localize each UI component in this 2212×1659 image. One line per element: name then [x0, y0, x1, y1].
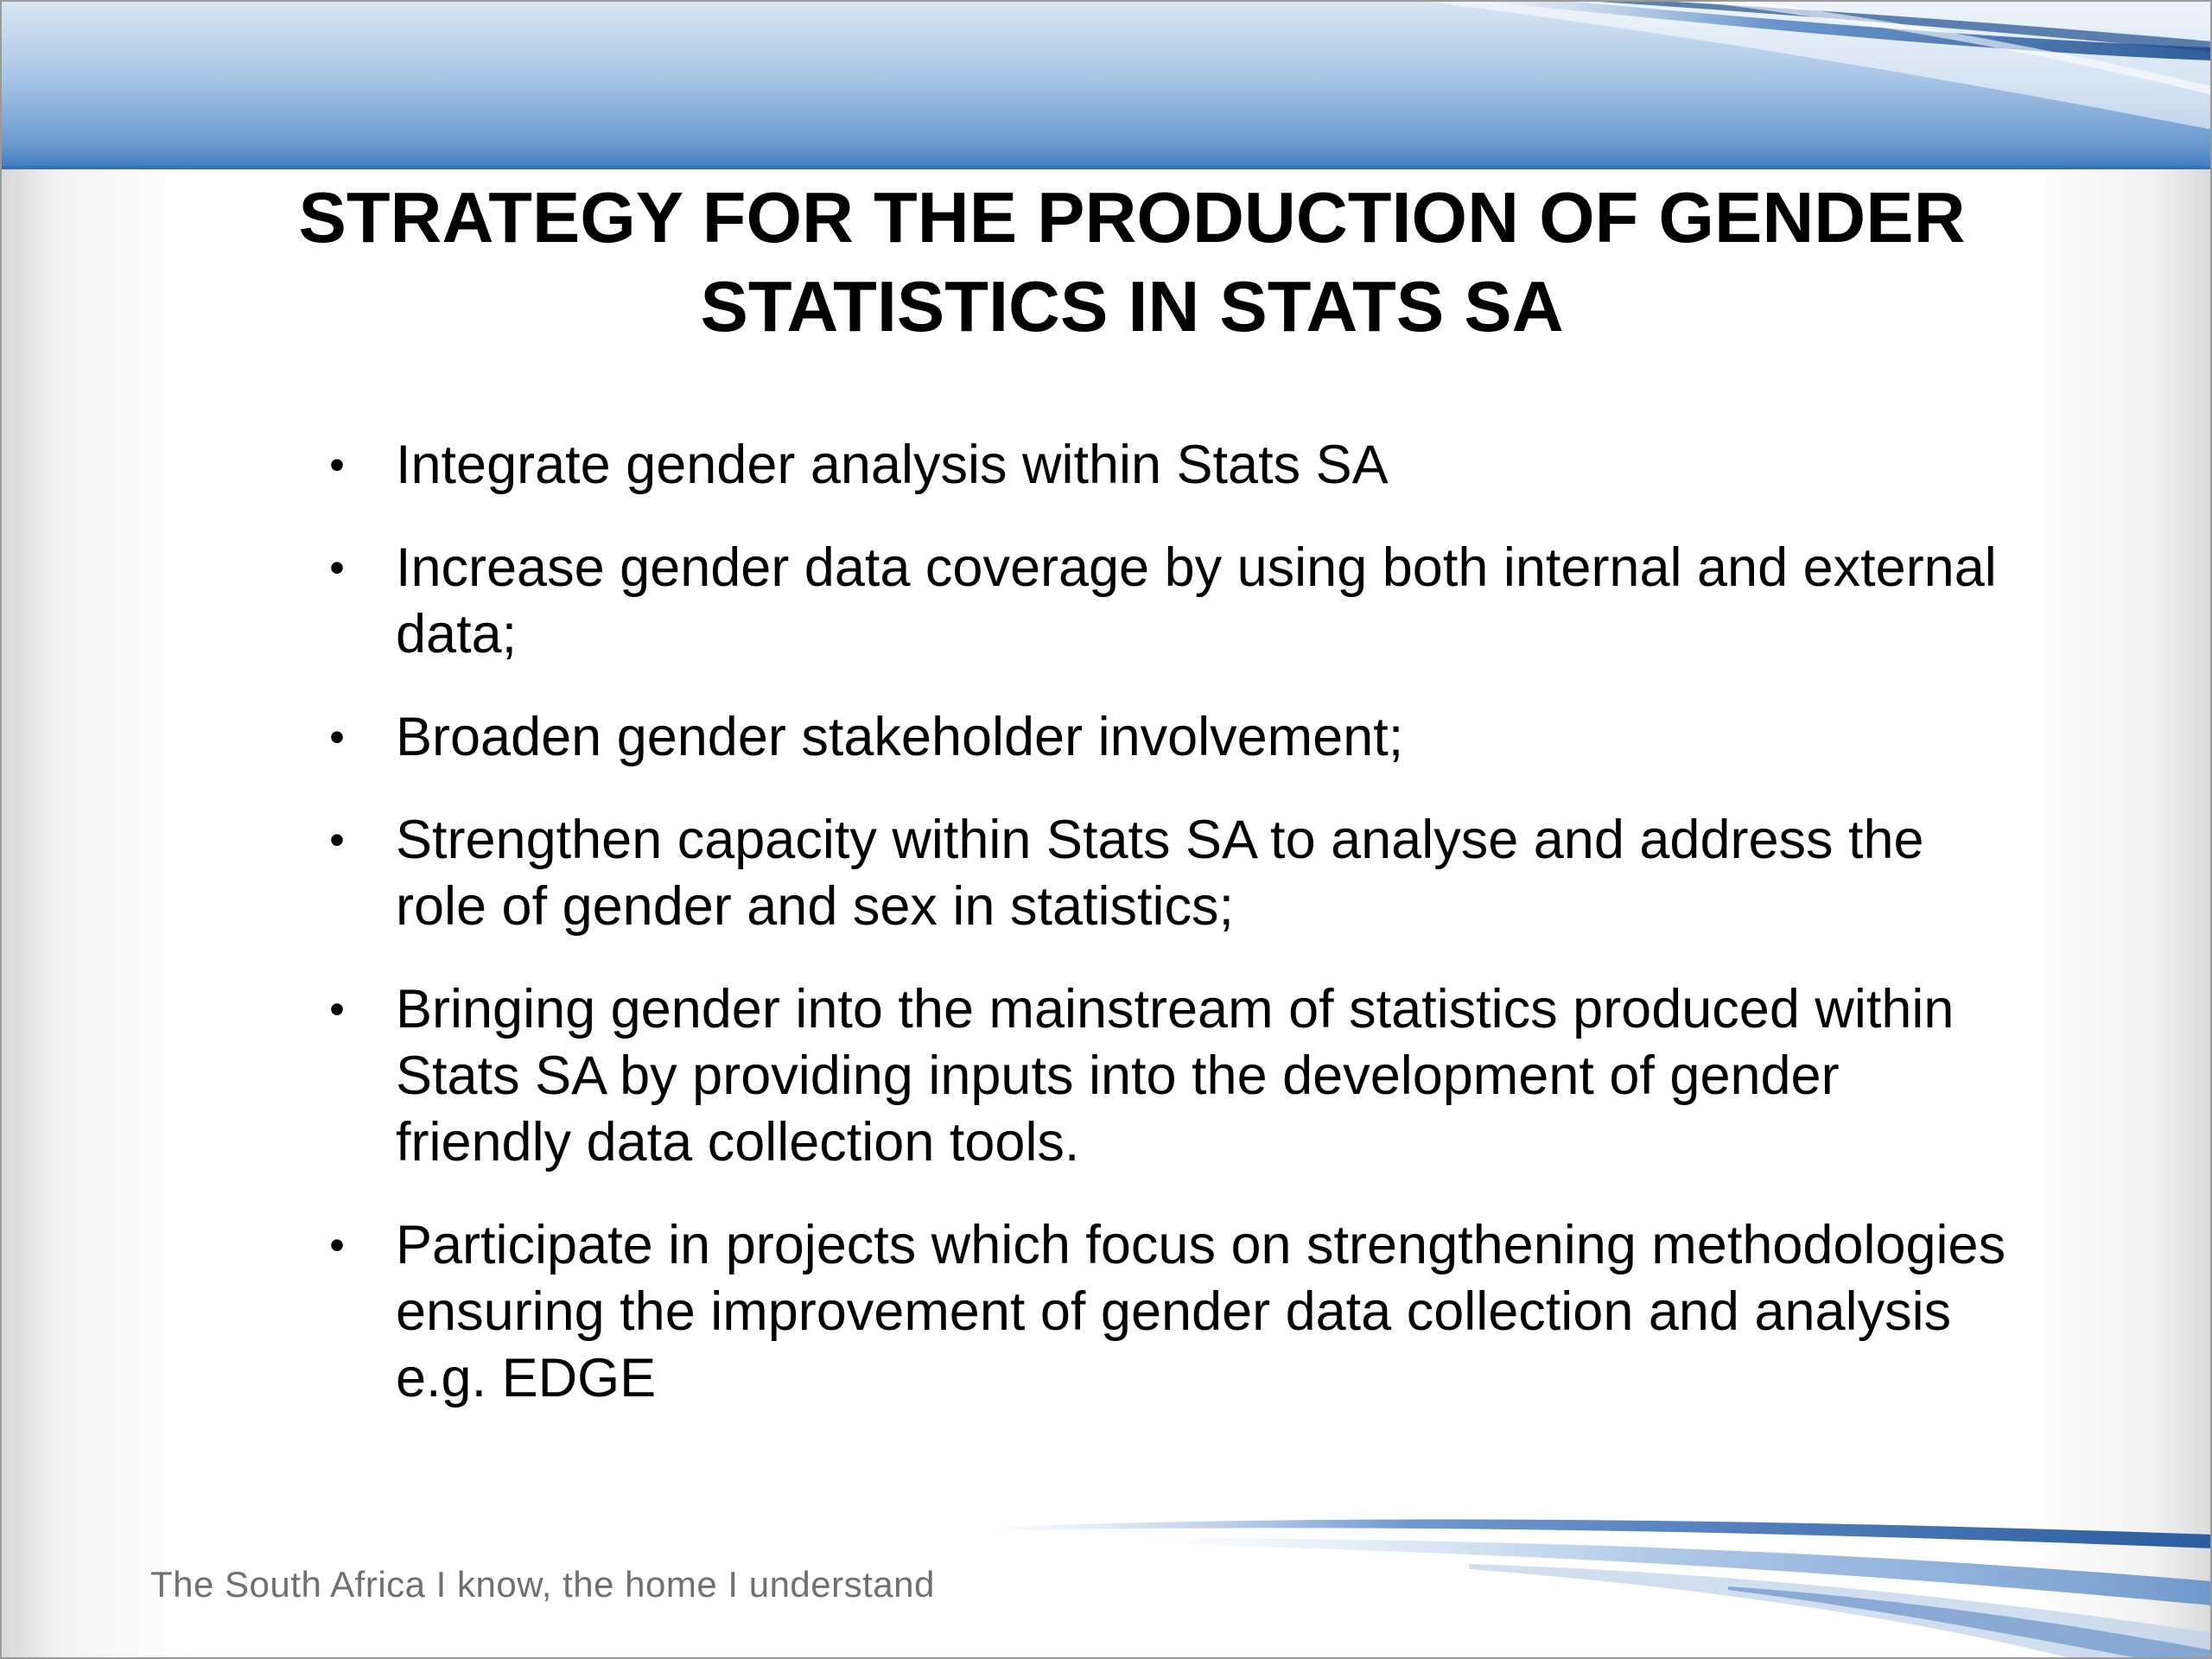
- bullet-text: Strengthen capacity within Stats SA to analyse and address the: [396, 810, 1924, 870]
- footer-swoosh: [950, 1503, 2212, 1659]
- header-band: [0, 0, 2212, 173]
- bullet-text: Increase gender data coverage by using both internal and external: [396, 537, 1997, 598]
- bullet-item-strengthen-capacity: [320, 807, 2048, 940]
- bullet-text: Broaden gender stakeholder involvement;: [396, 707, 1404, 767]
- slide-title-line-2: STATISTICS IN STATS SA: [700, 266, 1564, 346]
- bullet-item-mainstream-gender: [320, 976, 2048, 1176]
- bullet-item-increase-data-coverage: [320, 535, 2048, 668]
- bullet-dot-icon: •: [329, 816, 345, 864]
- bullet-dot-icon: •: [329, 985, 345, 1033]
- bullet-text: Bringing gender into the mainstream of statistics produced within: [396, 979, 1955, 1039]
- bullet-dot-icon: •: [329, 713, 345, 761]
- bullet-text: role of gender and sex in statistics;: [396, 876, 1235, 937]
- footer-tagline: The South Africa I know, the home I understand: [150, 1564, 935, 1605]
- header-swoosh-decoration: [0, 0, 2212, 173]
- bullet-list: [320, 432, 2048, 1448]
- bullet-item-participate-in-projects: [320, 1212, 2048, 1412]
- bullet-dot-icon: •: [329, 1221, 345, 1269]
- bullet-text: e.g. EDGE: [396, 1348, 657, 1408]
- slide-title-line-1: STRATEGY FOR THE PRODUCTION OF GENDER: [298, 177, 1966, 257]
- bullet-item-integrate-gender-analysis: [320, 432, 2048, 499]
- bullet-item-broaden-stakeholder-involvement: [320, 704, 2048, 771]
- bullet-text: data;: [396, 604, 518, 664]
- bullet-text: friendly data collection tools.: [396, 1112, 1080, 1173]
- slide-title: [138, 173, 2126, 351]
- bullet-text: Stats SA by providing inputs into the development of gender: [396, 1046, 1840, 1106]
- bullet-text: ensuring the improvement of gender data collection and analysis: [396, 1281, 1952, 1342]
- bullet-dot-icon: •: [329, 543, 345, 592]
- bullet-dot-icon: •: [329, 441, 345, 489]
- bullet-text: Integrate gender analysis within Stats SA: [396, 435, 1389, 495]
- bullet-text: Participate in projects which focus on strengthening methodologies: [396, 1215, 2006, 1275]
- footer-swoosh-decoration: [950, 1503, 2212, 1659]
